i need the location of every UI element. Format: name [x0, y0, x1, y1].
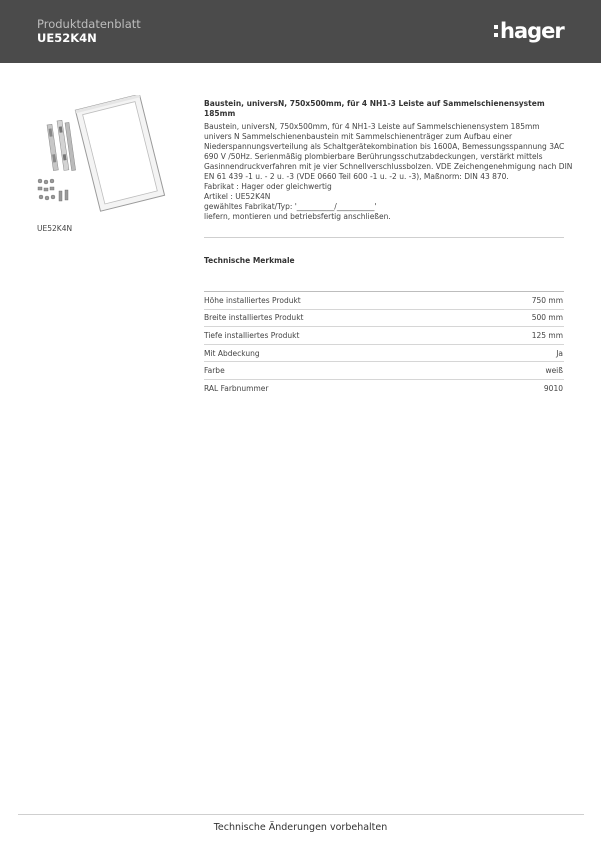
title-line: Baustein, universN, 750x500mm, für 4 NH1-3 Leiste auf Sammelschienensystem: [204, 99, 545, 108]
spec-label: RAL Farbnummer: [204, 383, 269, 393]
spec-value: 750 mm: [531, 295, 563, 305]
doc-type-label: Produktdatenblatt: [37, 17, 141, 31]
description-line: Artikel : UE52K4N: [204, 192, 271, 201]
description-line: EN 61 439 -1 u. - 2 u. -3 (VDE 0660 Teil 600 -1 u. -2 u. -3), Maßnorm: DIN 43 870.: [204, 172, 509, 181]
header-bar: [0, 0, 601, 63]
spec-label: Mit Abdeckung: [204, 348, 260, 358]
section-divider: [204, 237, 564, 238]
product-title: [204, 99, 564, 119]
description-line: gewähltes Fabrikat/Typ: '__________/__________': [204, 202, 377, 211]
spec-value: 500 mm: [531, 313, 563, 323]
section-heading: Technische Merkmale: [204, 256, 295, 265]
product-image: [35, 95, 167, 213]
spec-row: [204, 379, 564, 397]
title-line: 185mm: [204, 109, 236, 118]
footer-note: Technische Änderungen vorbehalten: [213, 822, 388, 833]
spec-row: [204, 361, 564, 379]
spec-table: [204, 291, 564, 397]
spec-row: [204, 344, 564, 362]
spec-label: Breite installiertes Produkt: [204, 313, 304, 323]
description-line: Gasinnendruckverfahren mit je vier Schnellverschlussbolzen. VDE Zeichengenehmigung nach DIN: [204, 162, 573, 171]
brand-name: hager: [500, 18, 564, 43]
description-line: Fabrikat : Hager oder gleichwertig: [204, 182, 332, 191]
spec-row: [204, 326, 564, 344]
hager-logo: [494, 18, 564, 44]
description-line: Baustein, universN, 750x500mm, für 4 NH1-3 Leiste auf Sammelschienensystem 185mm: [204, 122, 540, 131]
description-line: 690 V /50Hz. Serienmäßig plombierbare Berührungsschutzabdeckungen, verstärkt mittels: [204, 152, 543, 161]
spec-value: 9010: [543, 383, 563, 393]
spec-label: Höhe installiertes Produkt: [204, 295, 301, 305]
description-line: liefern, montieren und betriebsfertig anschließen.: [204, 212, 391, 221]
spec-label: Farbe: [204, 366, 225, 376]
spec-row: [204, 291, 564, 309]
spec-value: 125 mm: [531, 330, 563, 340]
description-line: univers N Sammelschienenbaustein mit Sammelschienenträger zum Aufbau einer: [204, 132, 513, 141]
image-caption: UE52K4N: [37, 224, 73, 233]
spec-value: weiß: [545, 366, 563, 376]
product-description: [204, 122, 573, 222]
product-code: UE52K4N: [37, 31, 97, 45]
spec-row: [204, 309, 564, 327]
description-line: Niederspannungsverteilung als Schaltgerätekombination bis 1600A, Bemessungsspannung 3AC: [204, 142, 565, 151]
spec-value: Ja: [556, 348, 563, 358]
footer-divider: [18, 814, 584, 815]
spec-label: Tiefe installiertes Produkt: [204, 330, 300, 340]
